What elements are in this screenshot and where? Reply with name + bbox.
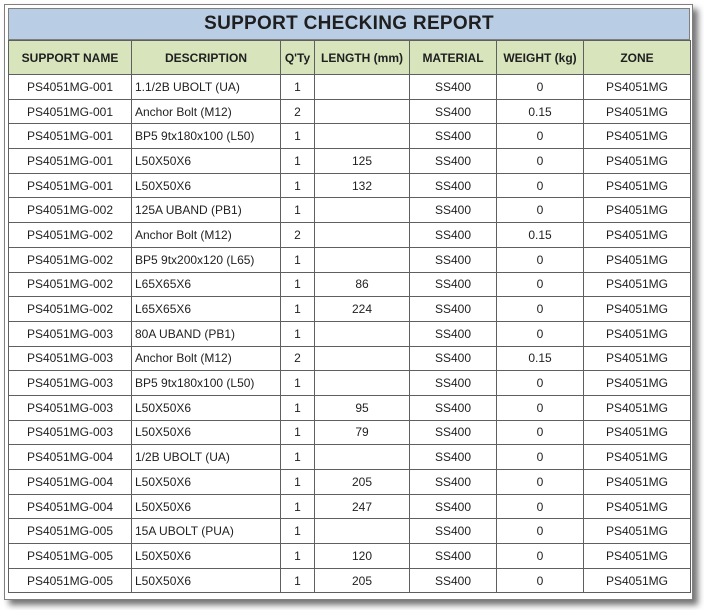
support-name-cell: PS4051MG-005 (9, 544, 132, 569)
description-cell: BP5 9tx200x120 (L65) (132, 247, 281, 272)
table-row (9, 297, 691, 322)
support-name-cell: PS4051MG-004 (9, 445, 132, 470)
zone-cell: PS4051MG (584, 470, 691, 495)
description-cell: 15A UBOLT (PUA) (132, 519, 281, 544)
table-row (9, 445, 691, 470)
zone-cell: PS4051MG (584, 223, 691, 248)
length-cell (315, 247, 410, 272)
zone-cell: PS4051MG (584, 99, 691, 124)
support-name-cell: PS4051MG-002 (9, 297, 132, 322)
weight-cell: 0.15 (497, 99, 584, 124)
weight-cell: 0 (497, 395, 584, 420)
weight-cell: 0 (497, 494, 584, 519)
length-cell: 125 (315, 149, 410, 174)
quantity-cell: 1 (281, 568, 315, 593)
table-row (9, 198, 691, 223)
description-cell: Anchor Bolt (M12) (132, 99, 281, 124)
zone-cell: PS4051MG (584, 198, 691, 223)
weight-cell: 0 (497, 568, 584, 593)
support-name-cell: PS4051MG-001 (9, 149, 132, 174)
description-cell: L65X65X6 (132, 272, 281, 297)
quantity-cell: 1 (281, 149, 315, 174)
table-row (9, 272, 691, 297)
length-cell (315, 198, 410, 223)
table-row (9, 544, 691, 569)
zone-cell: PS4051MG (584, 371, 691, 396)
support-table (8, 40, 691, 593)
quantity-cell: 1 (281, 297, 315, 322)
length-cell: 95 (315, 395, 410, 420)
material-cell: SS400 (410, 321, 497, 346)
description-cell: BP5 9tx180x100 (L50) (132, 371, 281, 396)
description-cell: BP5 9tx180x100 (L50) (132, 124, 281, 149)
weight-cell: 0.15 (497, 223, 584, 248)
table-row (9, 346, 691, 371)
material-cell: SS400 (410, 519, 497, 544)
quantity-cell: 1 (281, 75, 315, 100)
weight-cell: 0 (497, 420, 584, 445)
support-name-cell: PS4051MG-002 (9, 272, 132, 297)
weight-cell: 0.15 (497, 346, 584, 371)
length-cell (315, 445, 410, 470)
description-cell: L65X65X6 (132, 297, 281, 322)
support-name-cell: PS4051MG-001 (9, 75, 132, 100)
description-cell: L50X50X6 (132, 395, 281, 420)
support-name-cell: PS4051MG-003 (9, 395, 132, 420)
length-cell: 205 (315, 470, 410, 495)
zone-cell: PS4051MG (584, 346, 691, 371)
material-cell: SS400 (410, 297, 497, 322)
quantity-cell: 1 (281, 124, 315, 149)
material-cell: SS400 (410, 149, 497, 174)
header-material: MATERIAL (410, 41, 497, 75)
length-cell: 247 (315, 494, 410, 519)
zone-cell: PS4051MG (584, 445, 691, 470)
header-description: DESCRIPTION (132, 41, 281, 75)
description-cell: Anchor Bolt (M12) (132, 346, 281, 371)
length-cell: 79 (315, 420, 410, 445)
quantity-cell: 1 (281, 519, 315, 544)
zone-cell: PS4051MG (584, 297, 691, 322)
table-row (9, 124, 691, 149)
quantity-cell: 2 (281, 346, 315, 371)
material-cell: SS400 (410, 247, 497, 272)
support-name-cell: PS4051MG-002 (9, 247, 132, 272)
description-cell: L50X50X6 (132, 568, 281, 593)
header-zone: ZONE (584, 41, 691, 75)
material-cell: SS400 (410, 99, 497, 124)
description-cell: L50X50X6 (132, 544, 281, 569)
support-name-cell: PS4051MG-004 (9, 470, 132, 495)
description-cell: 80A UBAND (PB1) (132, 321, 281, 346)
table-row (9, 494, 691, 519)
quantity-cell: 1 (281, 371, 315, 396)
material-cell: SS400 (410, 420, 497, 445)
material-cell: SS400 (410, 371, 497, 396)
weight-cell: 0 (497, 173, 584, 198)
header-length: LENGTH (mm) (315, 41, 410, 75)
table-row (9, 247, 691, 272)
support-name-cell: PS4051MG-005 (9, 519, 132, 544)
material-cell: SS400 (410, 568, 497, 593)
zone-cell: PS4051MG (584, 395, 691, 420)
quantity-cell: 1 (281, 321, 315, 346)
zone-cell: PS4051MG (584, 420, 691, 445)
quantity-cell: 1 (281, 544, 315, 569)
zone-cell: PS4051MG (584, 173, 691, 198)
quantity-cell: 1 (281, 395, 315, 420)
material-cell: SS400 (410, 445, 497, 470)
support-name-cell: PS4051MG-003 (9, 321, 132, 346)
weight-cell: 0 (497, 124, 584, 149)
quantity-cell: 2 (281, 223, 315, 248)
length-cell (315, 346, 410, 371)
material-cell: SS400 (410, 346, 497, 371)
header-row (9, 41, 691, 75)
support-name-cell: PS4051MG-003 (9, 346, 132, 371)
zone-cell: PS4051MG (584, 494, 691, 519)
zone-cell: PS4051MG (584, 568, 691, 593)
zone-cell: PS4051MG (584, 247, 691, 272)
material-cell: SS400 (410, 223, 497, 248)
table-row (9, 519, 691, 544)
quantity-cell: 1 (281, 470, 315, 495)
zone-cell: PS4051MG (584, 519, 691, 544)
support-name-cell: PS4051MG-002 (9, 198, 132, 223)
quantity-cell: 1 (281, 272, 315, 297)
zone-cell: PS4051MG (584, 544, 691, 569)
weight-cell: 0 (497, 519, 584, 544)
header-weight: WEIGHT (kg) (497, 41, 584, 75)
weight-cell: 0 (497, 149, 584, 174)
zone-cell: PS4051MG (584, 75, 691, 100)
material-cell: SS400 (410, 470, 497, 495)
length-cell (315, 371, 410, 396)
header-quantity: Q'Ty (281, 41, 315, 75)
table-row (9, 99, 691, 124)
material-cell: SS400 (410, 75, 497, 100)
length-cell (315, 223, 410, 248)
table-row (9, 321, 691, 346)
table-row (9, 223, 691, 248)
zone-cell: PS4051MG (584, 124, 691, 149)
length-cell: 205 (315, 568, 410, 593)
table-row (9, 470, 691, 495)
length-cell (315, 519, 410, 544)
material-cell: SS400 (410, 198, 497, 223)
length-cell: 86 (315, 272, 410, 297)
length-cell: 120 (315, 544, 410, 569)
description-cell: L50X50X6 (132, 173, 281, 198)
description-cell: Anchor Bolt (M12) (132, 223, 281, 248)
weight-cell: 0 (497, 198, 584, 223)
length-cell: 132 (315, 173, 410, 198)
description-cell: 1.1/2B UBOLT (UA) (132, 75, 281, 100)
table-row (9, 395, 691, 420)
table-row (9, 568, 691, 593)
weight-cell: 0 (497, 321, 584, 346)
description-cell: 125A UBAND (PB1) (132, 198, 281, 223)
weight-cell: 0 (497, 470, 584, 495)
length-cell (315, 321, 410, 346)
table-row (9, 149, 691, 174)
support-name-cell: PS4051MG-003 (9, 420, 132, 445)
material-cell: SS400 (410, 124, 497, 149)
table-row (9, 173, 691, 198)
description-cell: 1/2B UBOLT (UA) (132, 445, 281, 470)
weight-cell: 0 (497, 272, 584, 297)
description-cell: L50X50X6 (132, 420, 281, 445)
header-support-name: SUPPORT NAME (9, 41, 132, 75)
weight-cell: 0 (497, 297, 584, 322)
weight-cell: 0 (497, 445, 584, 470)
material-cell: SS400 (410, 272, 497, 297)
support-name-cell: PS4051MG-002 (9, 223, 132, 248)
zone-cell: PS4051MG (584, 149, 691, 174)
quantity-cell: 1 (281, 445, 315, 470)
weight-cell: 0 (497, 544, 584, 569)
quantity-cell: 1 (281, 198, 315, 223)
report-title: SUPPORT CHECKING REPORT (8, 8, 690, 40)
zone-cell: PS4051MG (584, 321, 691, 346)
table-row (9, 420, 691, 445)
quantity-cell: 1 (281, 494, 315, 519)
quantity-cell: 1 (281, 247, 315, 272)
support-name-cell: PS4051MG-001 (9, 124, 132, 149)
support-name-cell: PS4051MG-003 (9, 371, 132, 396)
length-cell: 224 (315, 297, 410, 322)
support-name-cell: PS4051MG-004 (9, 494, 132, 519)
support-name-cell: PS4051MG-001 (9, 99, 132, 124)
quantity-cell: 1 (281, 420, 315, 445)
support-name-cell: PS4051MG-005 (9, 568, 132, 593)
description-cell: L50X50X6 (132, 149, 281, 174)
weight-cell: 0 (497, 371, 584, 396)
report-frame (4, 4, 693, 600)
material-cell: SS400 (410, 173, 497, 198)
description-cell: L50X50X6 (132, 494, 281, 519)
description-cell: L50X50X6 (132, 470, 281, 495)
support-name-cell: PS4051MG-001 (9, 173, 132, 198)
material-cell: SS400 (410, 544, 497, 569)
material-cell: SS400 (410, 395, 497, 420)
quantity-cell: 1 (281, 173, 315, 198)
length-cell (315, 99, 410, 124)
weight-cell: 0 (497, 75, 584, 100)
table-row (9, 75, 691, 100)
table-row (9, 371, 691, 396)
quantity-cell: 2 (281, 99, 315, 124)
length-cell (315, 75, 410, 100)
material-cell: SS400 (410, 494, 497, 519)
weight-cell: 0 (497, 247, 584, 272)
length-cell (315, 124, 410, 149)
zone-cell: PS4051MG (584, 272, 691, 297)
